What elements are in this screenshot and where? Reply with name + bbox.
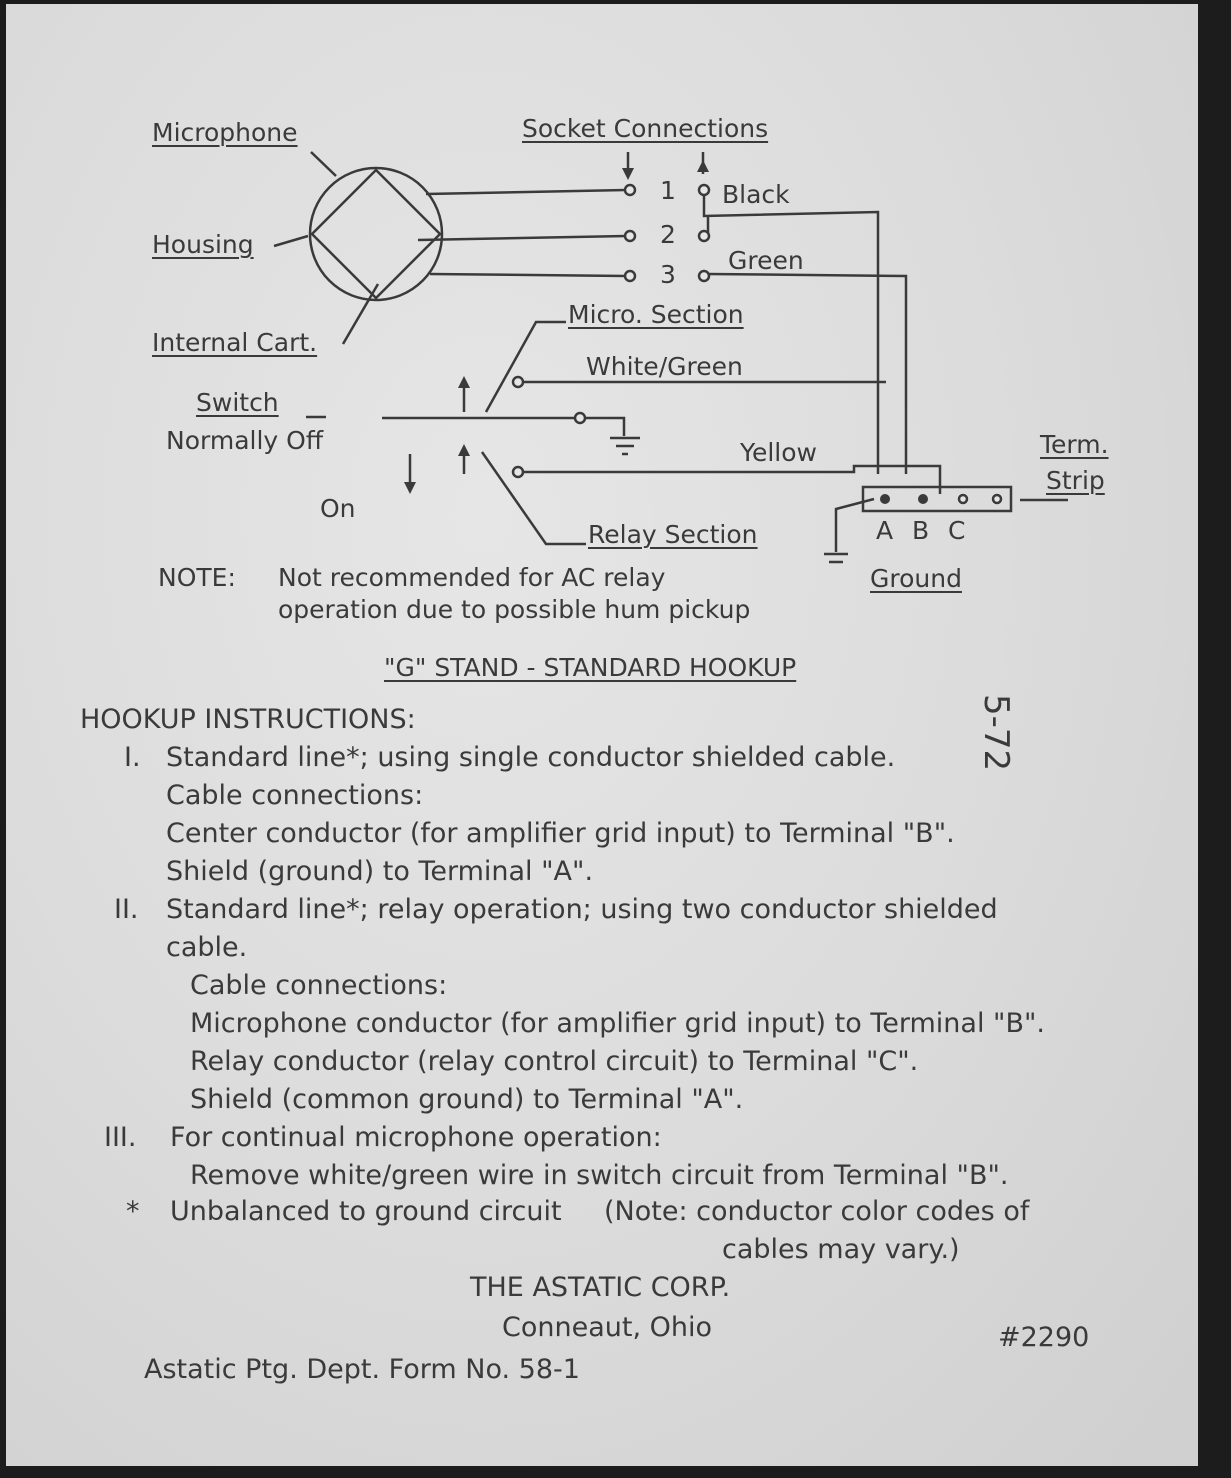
strip-label: Strip: [1046, 466, 1105, 495]
pin-1-label: 1: [660, 176, 676, 205]
note-line-1: Not recommended for AC relay: [278, 563, 666, 592]
green-wire-label: Green: [728, 246, 804, 275]
terminal-b-label: B: [912, 516, 930, 545]
ground-label: Ground: [870, 564, 962, 593]
footnote-text: Unbalanced to ground circuit: [170, 1196, 562, 1227]
step-i-sub-3: Shield (ground) to Terminal "A".: [166, 856, 594, 887]
yellow-wire-label: Yellow: [740, 438, 817, 467]
footnote-star: *: [126, 1196, 140, 1227]
step-ii-text-2: cable.: [166, 932, 248, 963]
step-iii-number: III.: [104, 1122, 137, 1153]
black-wire-label: Black: [722, 180, 790, 209]
microphone-housing-circle: [310, 168, 442, 300]
step-ii-sub-4: Shield (common ground) to Terminal "A".: [190, 1084, 744, 1115]
switch-label: Switch: [196, 388, 279, 417]
page-title: "G" STAND - STANDARD HOOKUP: [384, 653, 797, 682]
note-prefix: NOTE:: [158, 563, 236, 592]
socket-connections-label: Socket Connections: [522, 114, 769, 143]
internal-cart-label: Internal Cart.: [152, 328, 318, 357]
step-i-text: Standard line*; using single conductor shielded cable.: [166, 742, 896, 773]
step-iii-sub-1: Remove white/green wire in switch circuit from Terminal "B".: [190, 1160, 1009, 1191]
footnote-note-2: cables may vary.): [722, 1234, 960, 1265]
instruction-sheet: [6, 4, 1198, 1466]
footnote-note-1: (Note: conductor color codes of: [604, 1196, 1030, 1227]
term-label: Term.: [1040, 430, 1109, 459]
instructions-heading: HOOKUP INSTRUCTIONS:: [80, 704, 416, 735]
step-ii-sub-1: Cable connections:: [190, 970, 448, 1001]
step-ii-text: Standard line*; relay operation; using two conductor shielded: [166, 894, 998, 925]
pin-3-label: 3: [660, 260, 676, 289]
white-green-wire-label: White/Green: [586, 352, 743, 381]
microphone-cartridge-diamond: [312, 170, 440, 298]
company-name: THE ASTATIC CORP.: [470, 1272, 731, 1303]
step-iii-text: For continual microphone operation:: [170, 1122, 662, 1153]
note-line-2: operation due to possible hum pickup: [278, 595, 751, 624]
terminal-a-label: A: [876, 516, 894, 545]
micro-section-label: Micro. Section: [568, 300, 744, 329]
step-ii-sub-2: Microphone conductor (for amplifier grid input) to Terminal "B".: [190, 1008, 1045, 1039]
step-i-number: I.: [124, 742, 141, 773]
normally-off-label: Normally Off: [166, 426, 324, 455]
company-city: Conneaut, Ohio: [502, 1312, 713, 1343]
terminal-c-label: C: [948, 516, 966, 545]
step-ii-sub-3: Relay conductor (relay control circuit) to Terminal "C".: [190, 1046, 919, 1077]
on-label: On: [320, 494, 356, 523]
step-i-sub-2: Center conductor (for amplifier grid input) to Terminal "B".: [166, 818, 955, 849]
form-number: #2290: [998, 1322, 1090, 1353]
step-i-sub-1: Cable connections:: [166, 780, 424, 811]
housing-label: Housing: [152, 230, 254, 259]
microphone-label: Microphone: [152, 118, 298, 147]
relay-section-label: Relay Section: [588, 520, 758, 549]
handwritten-date: 5-72: [976, 694, 1016, 772]
pin-2-label: 2: [660, 220, 676, 249]
printing-dept: Astatic Ptg. Dept. Form No. 58-1: [144, 1354, 580, 1385]
step-ii-number: II.: [114, 894, 139, 925]
